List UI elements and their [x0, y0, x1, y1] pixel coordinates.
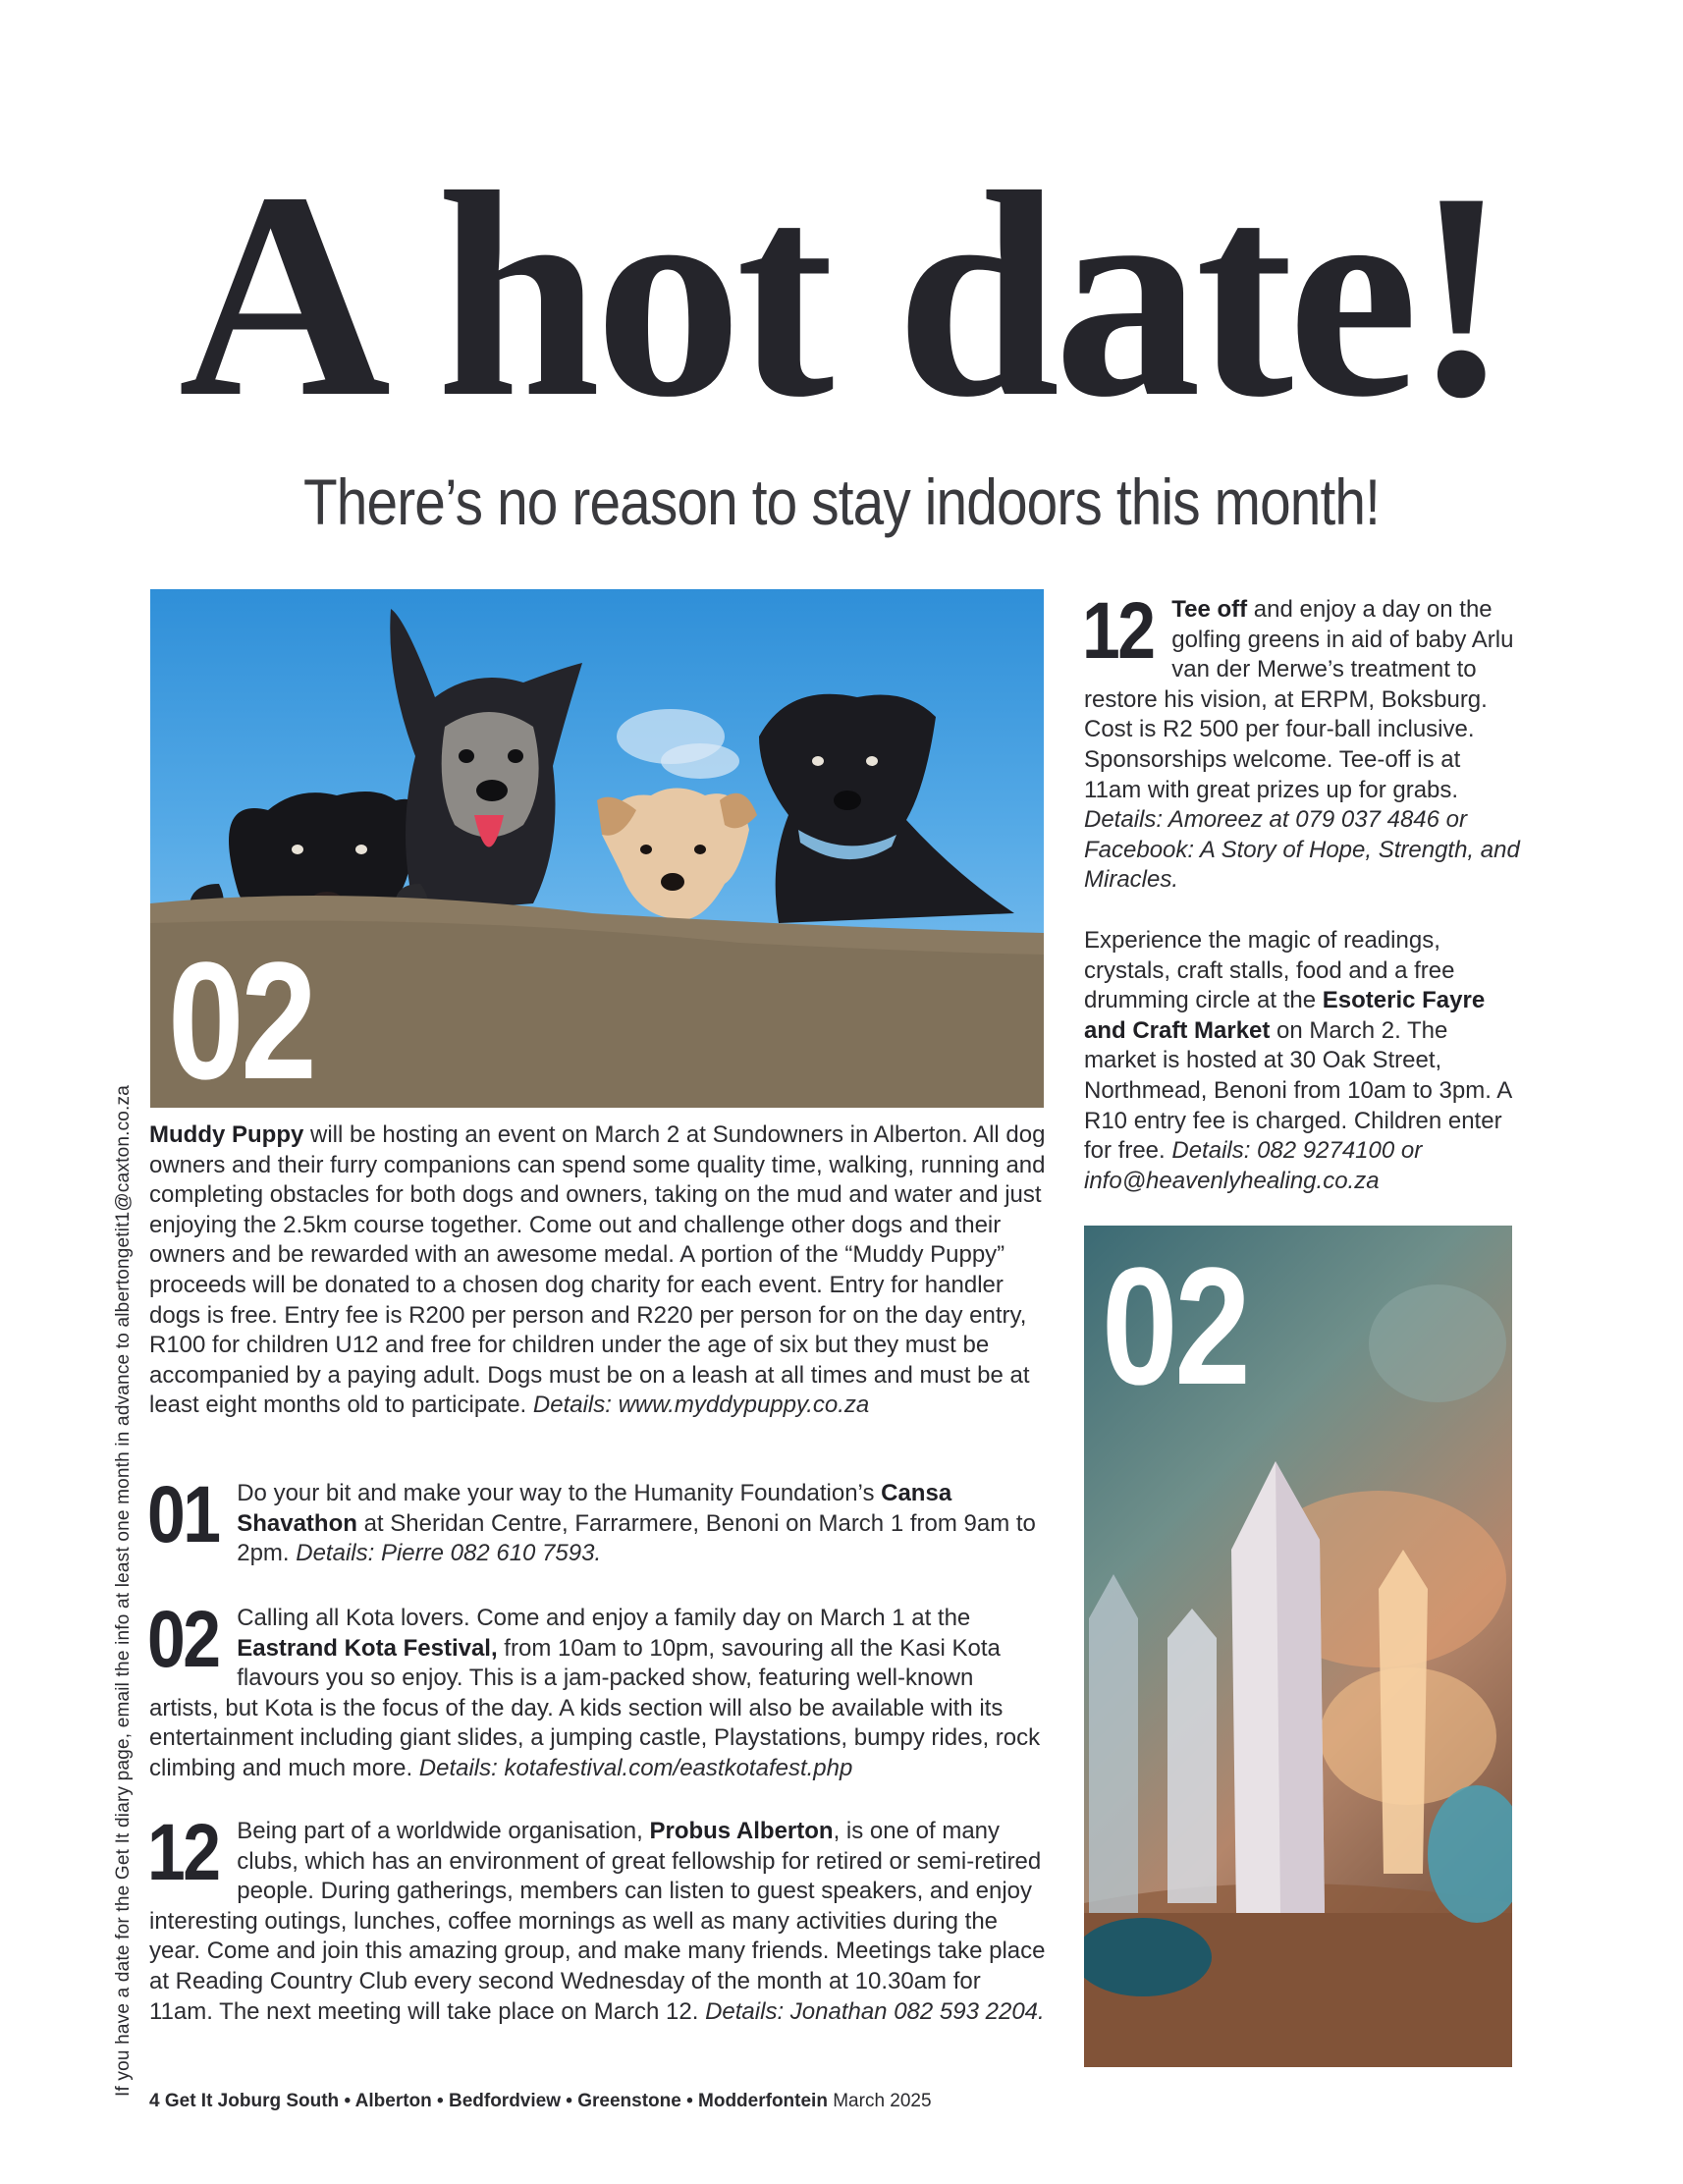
- dog-2: [390, 609, 582, 928]
- dog-3: [597, 789, 757, 920]
- event-muddy-puppy: [149, 1120, 1049, 1421]
- crystal-large: [1231, 1461, 1325, 1913]
- footer-date: March 2025: [833, 2091, 932, 2111]
- event-details: Details: www.myddypuppy.co.za: [532, 1392, 870, 1419]
- event-body: will be hosting an event on March 2 at Sundowners in Alberton. All dog owners and their furry companions can spend some quality time, walking, running and completing obstacles for both dogs and owners, taking on the mud and water and just enjoying the 2.5km course together. Come out and challenge other dogs and their owners and be rewarded with an awesome medal. A portion of the “Muddy Puppy” proceeds will be donated to a chosen dog charity for each event. Entry for handler dogs is free. Entry fee is R200 per person and R220 per person for on the day entry, R100 for children U12 and free for children under the age of six but they must be accompanied by a paying adult. Dogs must be on a leash at all times and must be at least eight months old to participate.: [149, 1121, 1046, 1419]
- event-body: , is one of many clubs, which has an environment of great fellowship for retired or semi-retired people. During gatherings, members can listen to guest speakers, and enjoy interesting outings, lunches, coffee mornings as well as many activities during the year. Come and join this amazing group, and make many friends. Meetings take place at Reading Country Club every second Wednesday of the month at 10.30am for 11am. The next meeting will take place on March 12.: [149, 1818, 1046, 2025]
- dog-4: [759, 694, 1014, 923]
- crystal-far-left: [1089, 1574, 1138, 1913]
- event-cansa-shavathon: [147, 1470, 1049, 1569]
- event-name: Muddy Puppy: [149, 1121, 304, 1148]
- event-name: Esoteric Fayre and Craft Market: [1084, 987, 1486, 1044]
- event-details: Details: 082 9274100 or info@heavenlyhealing.co.za: [1084, 1137, 1423, 1194]
- event-name: Probus Alberton: [649, 1818, 834, 1844]
- event-date: 12: [1082, 586, 1154, 676]
- event-intro: Do your bit and make your way to the Humanity Foundation’s: [237, 1480, 882, 1506]
- event-probus-alberton: [147, 1808, 1049, 2027]
- event-body: at Sheridan Centre, Farrarmere, Benoni on March 1 from 9am to 2pm.: [237, 1509, 1036, 1567]
- page-footer: [149, 2092, 932, 2110]
- event-intro: Experience the magic of readings, crystals, craft stalls, food and a free drumming circle at the: [1084, 927, 1455, 1014]
- event-date: 01: [147, 1470, 219, 1559]
- crystals-date-number: 02: [1102, 1233, 1248, 1420]
- event-details: Details: Jonathan 082 593 2204.: [705, 1997, 1045, 2025]
- event-esoteric-fayre: [1084, 926, 1522, 1196]
- footer-publication: 4 Get It Joburg South • Alberton • Bedfordview • Greenstone • Modderfontein: [149, 2091, 828, 2111]
- event-details: Details: kotafestival.com/eastkotafest.php: [418, 1754, 853, 1781]
- event-tee-off: [1082, 586, 1522, 896]
- event-body: and enjoy a day on the golfing greens in aid of baby Arlu van der Merwe’s treatment to restore his vision, at ERPM, Boksburg. Cost is R2 500 per four-ball inclusive. Sponsorships welcome. Tee-off is at 11am with great prizes up for grabs.: [1084, 596, 1514, 803]
- page-subtitle: There’s no reason to stay indoors this month!: [302, 465, 1381, 538]
- event-intro: Being part of a worldwide organisation,: [237, 1818, 650, 1844]
- crystal-small-left: [1167, 1609, 1217, 1903]
- event-details: Details: Pierre 082 610 7593.: [296, 1540, 602, 1567]
- event-date: 02: [147, 1595, 219, 1684]
- event-body: from 10am to 10pm, savouring all the Kasi Kota flavours you so enjoy. This is a jam-packed show, featuring well-known artists, but Kota is the focus of the day. A kids section will also be available with its entertainment including giant slides, a jumping castle, Playstations, bumpy rides, rock climbing and much more.: [149, 1634, 1041, 1781]
- crystals-photo: [1084, 1226, 1512, 2067]
- event-name: Tee off: [1171, 596, 1248, 623]
- crystal-glowing: [1379, 1550, 1428, 1874]
- dogs-photo: [150, 589, 1044, 1108]
- event-name: Cansa Shavathon: [237, 1480, 952, 1537]
- page-title: A hot date!: [178, 132, 1505, 458]
- event-name: Eastrand Kota Festival,: [237, 1634, 498, 1662]
- event-details: Details: Amoreez at 079 037 4846 or Facebook: A Story of Hope, Strength, and Miracles.: [1084, 806, 1520, 894]
- event-date: 12: [147, 1808, 219, 1897]
- event-kota-festival: [147, 1595, 1049, 1784]
- event-intro: Calling all Kota lovers. Come and enjoy a family day on March 1 at the: [237, 1605, 971, 1631]
- event-body: on March 2. The market is hosted at 30 Oak Street, Northmead, Benoni from 10am to 3pm. A R10 entry fee is charged. Children enter for free.: [1084, 1016, 1511, 1165]
- dogs-date-number: 02: [168, 928, 314, 1108]
- submission-note: If you have a date for the Get It diary page, email the info at least one month in advance to albertongetit1@caxton.co.za: [113, 1085, 134, 2097]
